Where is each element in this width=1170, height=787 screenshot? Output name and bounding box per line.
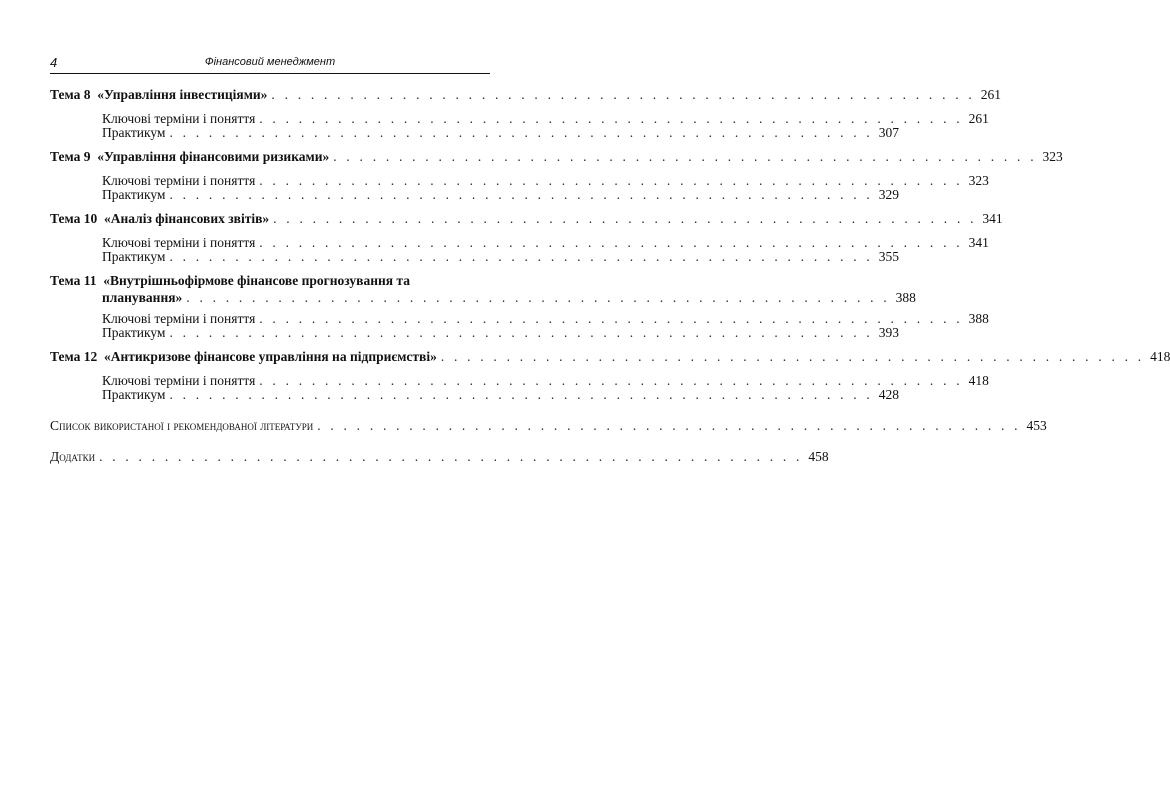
toc-page-number: 341 [982, 211, 1003, 226]
toc-entry-tema-10[interactable] [50, 211, 1003, 229]
toc-subentry-practicum[interactable] [102, 387, 900, 405]
toc-subentry-label: Ключові терміни і поняття [102, 111, 256, 126]
toc-tema-label: Тема 8 [50, 87, 91, 102]
toc-page-number: 323 [968, 173, 989, 188]
toc-page-number: 323 [1042, 149, 1063, 164]
toc-page-number: 355 [878, 249, 900, 264]
running-title: Фінансовий менеджмент [204, 56, 336, 68]
dot-leader: . . . . . . . . . . . . . . . . . . . . . . . . . . . . . . . . . . . . . . . . . . . . . . . . . . . . . . [259, 311, 963, 326]
toc-subentry-label: Практикум [102, 249, 166, 264]
dot-leader: . . . . . . . . . . . . . . . . . . . . . . . . . . . . . . . . . . . . . . . . . . . . . . . . . . . . . . [259, 235, 963, 250]
toc-subentry-label: Ключові терміни і поняття [102, 235, 256, 250]
toc-tema-label: Тема 11 [50, 273, 97, 288]
toc-subentry-practicum[interactable] [102, 125, 900, 143]
toc-subentry-label: Ключові терміни і поняття [102, 311, 256, 326]
toc-subentry-label: Ключові терміни і поняття [102, 373, 256, 388]
dot-leader: . . . . . . . . . . . . . . . . . . . . . . . . . . . . . . . . . . . . . . . . . . . . . . . . . . . . . . [317, 418, 1021, 433]
dot-leader: . . . . . . . . . . . . . . . . . . . . . . . . . . . . . . . . . . . . . . . . . . . . . . . . . . . . . . [271, 87, 975, 102]
toc-entry-bibliography[interactable] [50, 418, 1047, 436]
toc-subentry-label: Практикум [102, 187, 166, 202]
toc-page-number: 458 [808, 449, 829, 464]
toc-page-number: 418 [1150, 349, 1170, 364]
toc-page-number: 329 [878, 187, 900, 202]
toc-entry-tema-11-continued[interactable] [102, 290, 916, 308]
toc-tema-title: «Управління фінансовими ризиками» [97, 149, 330, 164]
toc-tema-title-line-2: планування» [102, 290, 183, 305]
toc-tema-title: «Управління інвестиціями» [97, 87, 268, 102]
toc-page-number: 307 [878, 125, 900, 140]
toc-subentry-label: Практикум [102, 125, 166, 140]
dot-leader: . . . . . . . . . . . . . . . . . . . . . . . . . . . . . . . . . . . . . . . . . . . . . . . . . . . . . . [273, 211, 977, 226]
dot-leader: . . . . . . . . . . . . . . . . . . . . . . . . . . . . . . . . . . . . . . . . . . . . . . . . . . . . . . [169, 387, 874, 402]
toc-subentry-practicum[interactable] [102, 325, 900, 343]
toc-tema-title: «Аналіз фінансових звітів» [103, 211, 270, 226]
toc-page-number: 388 [895, 290, 916, 305]
toc-tema-label: Тема 9 [50, 149, 91, 164]
dot-leader: . . . . . . . . . . . . . . . . . . . . . . . . . . . . . . . . . . . . . . . . . . . . . . . . . . . . . . [259, 173, 963, 188]
toc-section-title: Список використаної і рекомендованої літератури [50, 418, 314, 433]
toc-subentry-label: Ключові терміни і поняття [102, 173, 256, 188]
toc-page-number: 261 [980, 87, 1001, 102]
toc-page-number: 418 [968, 373, 989, 388]
toc-entry-tema-12[interactable] [50, 349, 1170, 367]
toc-tema-label: Тема 10 [50, 211, 98, 226]
toc-entry-tema-8[interactable] [50, 87, 1001, 105]
toc-page-number: 388 [968, 311, 989, 326]
page-number: 4 [50, 55, 58, 70]
dot-leader: . . . . . . . . . . . . . . . . . . . . . . . . . . . . . . . . . . . . . . . . . . . . . . . . . . . . . . [169, 325, 874, 340]
toc-subentry-label: Практикум [102, 387, 166, 402]
running-header [50, 55, 490, 74]
toc-page-number: 428 [878, 387, 900, 402]
toc-page-number: 393 [878, 325, 900, 340]
dot-leader: . . . . . . . . . . . . . . . . . . . . . . . . . . . . . . . . . . . . . . . . . . . . . . . . . . . . . . [99, 449, 803, 464]
toc-entry-tema-9[interactable] [50, 149, 1063, 167]
dot-leader: . . . . . . . . . . . . . . . . . . . . . . . . . . . . . . . . . . . . . . . . . . . . . . . . . . . . . . [333, 149, 1037, 164]
dot-leader: . . . . . . . . . . . . . . . . . . . . . . . . . . . . . . . . . . . . . . . . . . . . . . . . . . . . . . [169, 187, 874, 202]
toc-tema-label: Тема 12 [50, 349, 98, 364]
toc-page-number: 341 [968, 235, 989, 250]
dot-leader: . . . . . . . . . . . . . . . . . . . . . . . . . . . . . . . . . . . . . . . . . . . . . . . . . . . . . . [259, 373, 963, 388]
toc-tema-title: «Антикризове фінансове управління на підприємстві» [103, 349, 437, 364]
dot-leader: . . . . . . . . . . . . . . . . . . . . . . . . . . . . . . . . . . . . . . . . . . . . . . . . . . . . . . [169, 249, 874, 264]
toc-entry-appendix[interactable] [50, 449, 829, 467]
toc-subentry-practicum[interactable] [102, 249, 900, 267]
dot-leader: . . . . . . . . . . . . . . . . . . . . . . . . . . . . . . . . . . . . . . . . . . . . . . . . . . . . . . [440, 349, 1145, 364]
toc-page-number: 453 [1026, 418, 1047, 433]
dot-leader: . . . . . . . . . . . . . . . . . . . . . . . . . . . . . . . . . . . . . . . . . . . . . . . . . . . . . . [259, 111, 963, 126]
dot-leader: . . . . . . . . . . . . . . . . . . . . . . . . . . . . . . . . . . . . . . . . . . . . . . . . . . . . . . [169, 125, 874, 140]
toc-section-title: Додатки [50, 449, 96, 464]
toc-entry-tema-11[interactable] [50, 273, 490, 291]
toc-subentry-practicum[interactable] [102, 187, 900, 205]
toc-subentry-label: Практикум [102, 325, 166, 340]
toc-page-number: 261 [968, 111, 989, 126]
toc-tema-title-line-1: «Внутрішньофірмове фінансове прогнозування та [103, 273, 410, 288]
dot-leader: . . . . . . . . . . . . . . . . . . . . . . . . . . . . . . . . . . . . . . . . . . . . . . . . . . . . . . [186, 290, 890, 305]
